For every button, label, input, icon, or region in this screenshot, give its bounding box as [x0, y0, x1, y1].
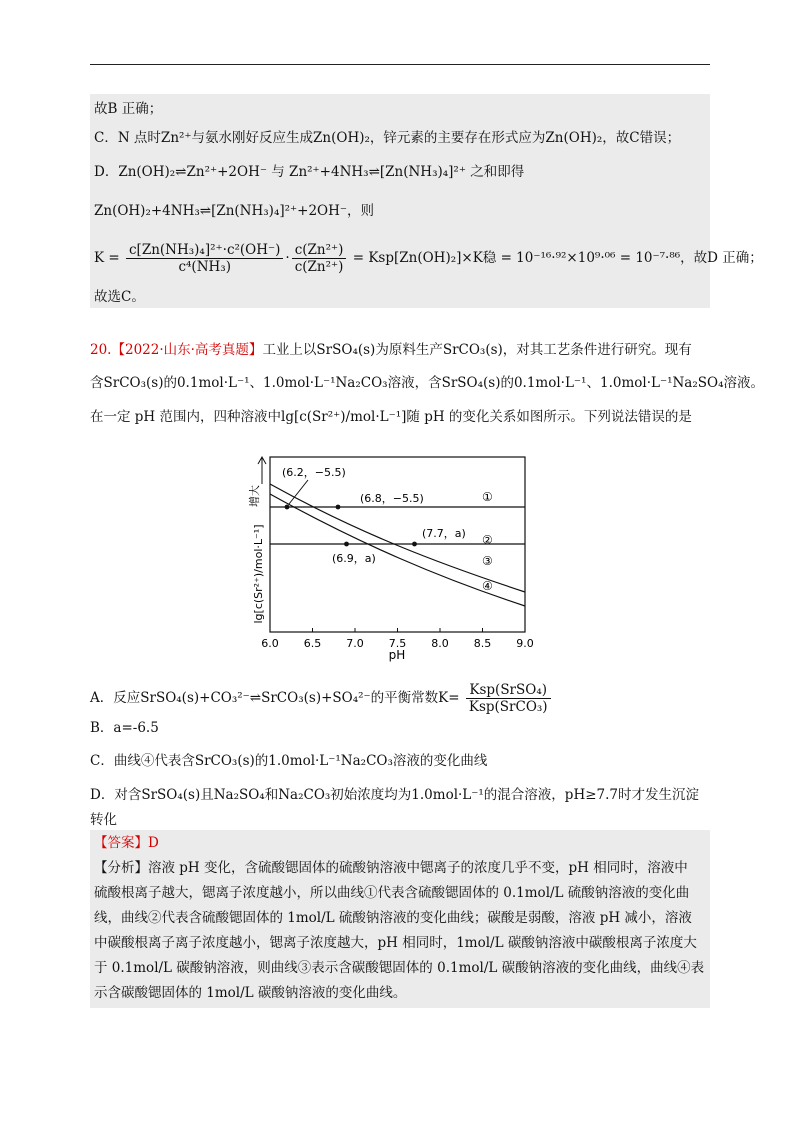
y-axis-label: lg[c(Sr²⁺)/mol·L⁻¹]: [252, 524, 265, 624]
analysis-line-1: 【分析】溶液 pH 变化，含硫酸锶固体的硫酸钠溶液中锶离子的浓度几乎不变，pH 相同时，溶液中: [94, 860, 688, 876]
data-point: [344, 542, 349, 547]
curve-label-3: ③: [482, 554, 493, 568]
question-line-1: [90, 340, 692, 360]
pointer-arrow: [289, 480, 308, 504]
header-rule: [90, 64, 710, 65]
x-ticks: [261, 628, 534, 650]
y-arrow-label: 增大: [248, 485, 261, 507]
x-tick-label: 6.0: [261, 637, 279, 650]
analysis-line-2: 硫酸根离子越大，锶离子浓度越小，所以曲线①代表含硫酸锶固体的 0.1mol/L 硫酸钠溶液的变化曲: [94, 885, 690, 901]
k-fraction-1: [126, 242, 283, 275]
prev-line-d2: Zn(OH)₂+4NH₃⇌[Zn(NH₃)₄]²⁺+2OH⁻，则: [94, 203, 375, 219]
prev-conclusion: 故选C。: [94, 289, 145, 305]
data-point-label: (6.8，−5.5): [360, 492, 424, 505]
prev-line-d: D．Zn(OH)₂⇌Zn²⁺+2OH⁻ 与 Zn²⁺+4NH₃⇌[Zn(NH₃)₄]²⁺ 之和即得: [94, 164, 525, 180]
data-point: [336, 505, 341, 510]
x-tick-label: 7.0: [346, 637, 364, 650]
question-number: 20.: [90, 342, 112, 358]
option-d-1: D．对含SrSO₄(s)且Na₂SO₄和Na₂CO₃初始浓度均为1.0mol·L⁻¹的混合溶液，pH≥7.7时才发生沉淀: [90, 787, 700, 803]
k-den2: c(Zn²⁺): [294, 259, 344, 275]
x-tick-label: 8.0: [431, 637, 449, 650]
prev-line-c: C．N 点时Zn²⁺与氨水刚好反应生成Zn(OH)₂，锌元素的主要存在形式应为Zn(OH)₂，故C错误；: [94, 130, 681, 146]
x-axis-label: pH: [388, 648, 406, 662]
sr-concentration-chart: [250, 454, 540, 664]
data-point-label: (7.7，a): [422, 527, 466, 540]
data-point: [412, 542, 417, 547]
curve-label-2: ②: [482, 533, 493, 547]
question-line-2: 含SrCO₃(s)的0.1mol·L⁻¹、1.0mol·L⁻¹Na₂CO₃溶液，含SrSO₄(s)的0.1mol·L⁻¹、1.0mol·L⁻¹Na₂SO₄溶液。: [90, 375, 764, 391]
question-source: 【2022·山东·高考真题】: [111, 342, 263, 358]
data-point-label: (6.9，a): [332, 552, 376, 565]
analysis-line-4: 中碳酸根离子离子浓度越小，锶离子浓度越大，pH 相同时，1mol/L 碳酸钠溶液中碳酸根离子浓度大: [94, 935, 697, 951]
option-a-fraction: [466, 682, 551, 715]
k-num2: c(Zn²⁺): [292, 242, 347, 259]
curve-label-4: ④: [482, 579, 493, 593]
k-den1: c⁴(NH₃): [178, 259, 231, 275]
option-a-text: A．反应SrSO₄(s)+CO₃²⁻⇌SrCO₃(s)+SO₄²⁻的平衡常数K=: [90, 690, 460, 706]
prev-line-b: 故B 正确；: [94, 101, 163, 117]
question-text-1: 工业上以SrSO₄(s)为原料生产SrCO₃(s)，对其工艺条件进行研究。现有: [262, 342, 692, 358]
option-a: [90, 680, 553, 716]
question-line-3: 在一定 pH 范围内，四种溶液中lg[c(Sr²⁺)/mol·L⁻¹]随 pH 的变化关系如图所示。下列说法错误的是: [90, 409, 692, 425]
x-tick-label: 9.0: [516, 637, 534, 650]
x-tick-label: 8.5: [473, 637, 492, 650]
analysis-line-3: 线，曲线②代表含硫酸锶固体的 1mol/L 硫酸钠溶液的变化曲线；碳酸是弱酸，溶液 pH 减小，溶液: [94, 910, 692, 926]
k-fraction-2: [292, 242, 347, 275]
data-point: [285, 505, 290, 510]
curve-label-1: ①: [482, 490, 493, 504]
option-a-num: Ksp(SrSO₄): [466, 682, 551, 699]
k-rhs: = Ksp[Zn(OH)₂]×K稳 = 10⁻¹⁶·⁹²×10⁹·⁰⁶ = 10⁻⁷·⁸⁶，故D 正确；: [352, 250, 763, 266]
k-lhs: K =: [94, 250, 120, 266]
option-d-2: 转化: [90, 812, 117, 828]
option-a-den: Ksp(SrCO₃): [468, 699, 548, 715]
analysis-line-5: 于 0.1mol/L 碳酸钠溶液，则曲线③表示含碳酸锶固体的 0.1mol/L 碳酸钠溶液的变化曲线，曲线④表: [94, 960, 705, 976]
k-num1: c[Zn(NH₃)₄]²⁺·c²(OH⁻): [126, 242, 283, 259]
option-b: B．a=-6.5: [90, 720, 159, 736]
data-point-label: (6.2，−5.5): [282, 466, 346, 479]
x-tick-label: 6.5: [303, 637, 322, 650]
k-equation: K = $\frac{\text{c[Zn(NH₃)₄]²⁺·c²(OH⁻)}}{\text{c⁴(NH₃)}}$ · $\frac{\text{c(Zn²⁺)}}{\text{c(Zn²⁺)}}$ = Ksp[Zn(OH)₂]×K稳 = 10⁻¹⁶·⁹²×10⁹·⁰⁶ = 10⁻⁷·⁸⁶，故D 正确；: [94, 242, 763, 275]
option-c: C．曲线④代表含SrCO₃(s)的1.0mol·L⁻¹Na₂CO₃溶液的变化曲线: [90, 753, 488, 769]
x-tick-label: 7.5: [388, 637, 407, 650]
analysis-line-6: 示含碳酸锶固体的 1mol/L 碳酸钠溶液的变化曲线。: [94, 985, 407, 1001]
answer-label: 【答案】D: [94, 835, 159, 851]
